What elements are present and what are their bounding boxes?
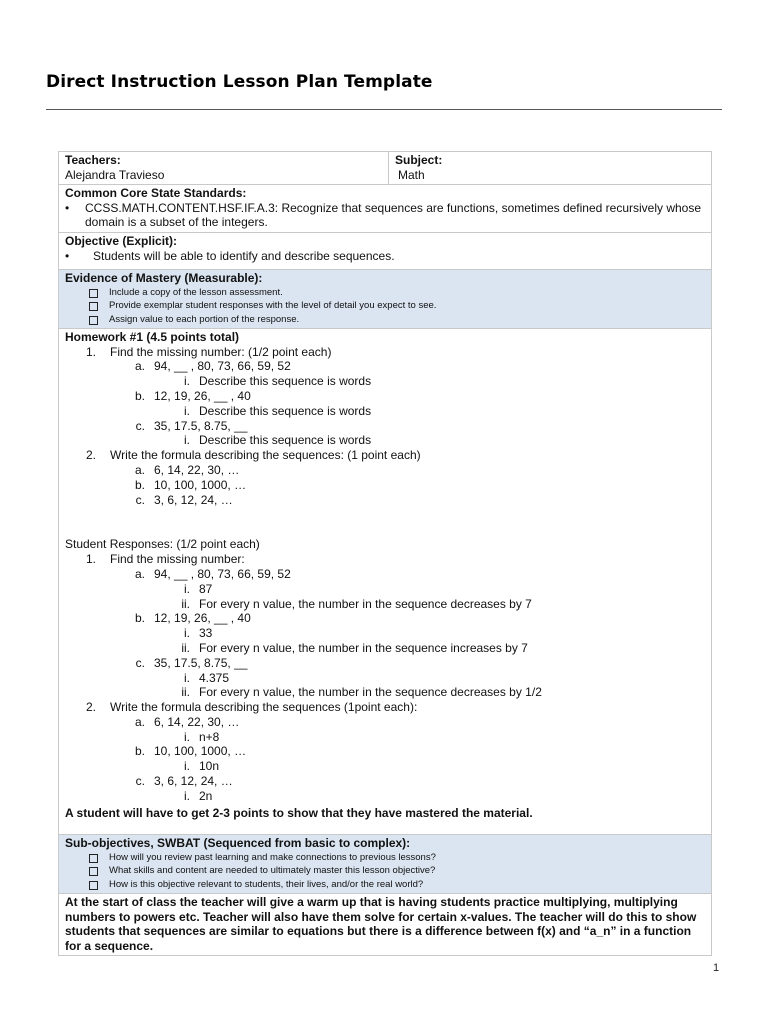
list-item (65, 448, 705, 463)
standards-label: Common Core State Standards: (65, 186, 247, 201)
sequence-text: 6, 14, 22, 30, … (154, 462, 240, 477)
describe-text: Describe this sequence is words (199, 403, 372, 418)
homework-cell (59, 328, 712, 834)
document-title: Direct Instruction Lesson Plan Template (46, 72, 433, 92)
answer-text: 2n (199, 788, 213, 803)
objective-cell (59, 232, 712, 269)
question-text: Find the missing number: (1/2 point each) (110, 344, 332, 359)
list-marker: ii. (181, 596, 190, 611)
homework-row (59, 328, 712, 834)
list-marker: b. (134, 477, 145, 492)
list-marker: i. (184, 403, 190, 418)
list-marker: b. (134, 744, 145, 759)
list-item (65, 789, 705, 804)
objective-label: Objective (Explicit): (65, 233, 178, 248)
mastery-note: A student will have to get 2-3 points to show that they have mastered the material. (65, 805, 533, 820)
list-item (65, 552, 705, 567)
list-marker: i. (184, 670, 190, 685)
teachers-label: Teachers: (65, 153, 121, 167)
answer-text: For every n value, the number in the sequence decreases by 7 (199, 596, 532, 611)
list-item (65, 700, 705, 715)
sequence-text: 10, 100, 1000, … (154, 477, 247, 492)
objective-item: • Students will be able to identify and describe sequences. (65, 249, 705, 264)
standards-row (59, 185, 712, 233)
list-item (65, 478, 705, 493)
question-text: Write the formula describing the sequences: (1 point each) (110, 448, 421, 463)
list-item (65, 404, 705, 419)
subject-value: Math (398, 167, 425, 182)
list-item (65, 419, 705, 434)
list-marker: c. (135, 774, 145, 789)
sequence-text: 3, 6, 12, 24, … (154, 774, 233, 789)
list-item (65, 774, 705, 789)
question-text: Find the missing number: (110, 552, 245, 567)
sequence-text: 10, 100, 1000, … (154, 744, 247, 759)
list-marker: i. (184, 759, 190, 774)
subobjective-item: How will you review past learning and make connections to previous lessons? (65, 851, 705, 864)
describe-text: Describe this sequence is words (199, 374, 372, 389)
evidence-cell (59, 270, 712, 329)
responses-title (65, 537, 705, 552)
list-marker: a. (134, 359, 145, 374)
warmup-cell (59, 894, 712, 956)
list-marker: ii. (181, 640, 190, 655)
list-item (65, 582, 705, 597)
evidence-item: Assign value to each portion of the response. (65, 313, 705, 326)
list-item (65, 493, 705, 508)
list-item (65, 656, 705, 671)
list-marker: c. (135, 418, 145, 433)
list-marker: a. (134, 714, 145, 729)
list-item (65, 641, 705, 656)
sequence-text: 3, 6, 12, 24, … (154, 492, 233, 507)
question-text: Write the formula describing the sequences (1point each): (110, 700, 418, 715)
header-row (59, 152, 712, 185)
list-item (65, 345, 705, 360)
list-item (65, 671, 705, 686)
list-marker: i. (184, 581, 190, 596)
list-marker: c. (135, 655, 145, 670)
list-item (65, 744, 705, 759)
list-item (65, 374, 705, 389)
list-marker: i. (184, 729, 190, 744)
list-marker: c. (135, 492, 145, 507)
list-item (65, 626, 705, 641)
spacer (65, 507, 705, 537)
list-item (65, 359, 705, 374)
list-marker: b. (134, 611, 145, 626)
evidence-label: Evidence of Mastery (Measurable): (65, 271, 263, 286)
list-marker: i. (184, 626, 190, 641)
teachers-value: Alejandra Travieso (65, 167, 165, 182)
subject-cell (389, 152, 712, 185)
subobjectives-cell (59, 835, 712, 894)
answer-text: 10n (199, 759, 220, 774)
answer-text: 87 (199, 581, 213, 596)
objective-row (59, 232, 712, 269)
answer-text: For every n value, the number in the sequence increases by 7 (199, 640, 528, 655)
subject-label: Subject: (395, 153, 443, 167)
list-item (65, 433, 705, 448)
subobjective-item: How is this objective relevant to students, their lives, and/or the real world? (65, 878, 705, 891)
sequence-text: 94, __ , 80, 73, 66, 59, 52 (154, 566, 291, 581)
subobjective-item: What skills and content are needed to ultimately master this lesson objective? (65, 864, 705, 877)
sequence-text: 35, 17.5, 8.75, __ (154, 655, 248, 670)
page-number: 1 (713, 962, 720, 974)
list-item (65, 463, 705, 478)
standards-item: • CCSS.MATH.CONTENT.HSF.IF.A.3: Recognize that sequences are functions, sometimes defined recursively whose domain is a subset of the integers. (65, 201, 705, 230)
homework-title: Homework #1 (4.5 points total) (65, 329, 240, 344)
list-marker: a. (134, 462, 145, 477)
responses-title-text: Student Responses: (1/2 point each) (65, 537, 260, 552)
teachers-cell (59, 152, 389, 185)
list-marker: i. (184, 433, 190, 448)
title-divider (46, 109, 722, 110)
subobjectives-row (59, 835, 712, 894)
list-marker: ii. (181, 685, 190, 700)
list-item (65, 685, 705, 700)
list-marker: 1. (85, 552, 96, 567)
list-marker: i. (184, 788, 190, 803)
list-marker: i. (184, 374, 190, 389)
list-marker: 2. (85, 448, 96, 463)
sequence-text: 12, 19, 26, __ , 40 (154, 388, 251, 403)
describe-text: Describe this sequence is words (199, 433, 372, 448)
sequence-text: 35, 17.5, 8.75, __ (154, 418, 248, 433)
sequence-text: 6, 14, 22, 30, … (154, 714, 240, 729)
list-marker: a. (134, 566, 145, 581)
list-marker: 1. (85, 344, 96, 359)
evidence-item: Provide exemplar student responses with the level of detail you expect to see. (65, 299, 705, 312)
list-item (65, 759, 705, 774)
answer-text: 4.375 (199, 670, 230, 685)
list-item (65, 715, 705, 730)
lesson-plan-table (58, 151, 712, 956)
sequence-text: 94, __ , 80, 73, 66, 59, 52 (154, 359, 291, 374)
list-item (65, 567, 705, 582)
standards-cell (59, 185, 712, 233)
list-item (65, 730, 705, 745)
sequence-text: 12, 19, 26, __ , 40 (154, 611, 251, 626)
evidence-row (59, 270, 712, 329)
warmup-row (59, 894, 712, 956)
answer-text: For every n value, the number in the sequence decreases by 1/2 (199, 685, 542, 700)
list-item (65, 611, 705, 626)
evidence-item: Include a copy of the lesson assessment. (65, 286, 705, 299)
list-marker: b. (134, 388, 145, 403)
list-marker: 2. (85, 700, 96, 715)
warmup-text: At the start of class the teacher will give a warm up that is having students practice multiplying, multiplying numbers to powers etc. Teacher will also have them solve for certain x-values. The teacher will do this to show students that sequences are similar to equations but there is a difference between f(x) and “a_n” in a function for a sequence. (65, 895, 697, 953)
answer-text: 33 (199, 626, 213, 641)
list-item (65, 389, 705, 404)
list-item (65, 597, 705, 612)
answer-text: n+8 (199, 729, 220, 744)
subobjectives-label: Sub-objectives, SWBAT (Sequenced from basic to complex): (65, 836, 411, 851)
